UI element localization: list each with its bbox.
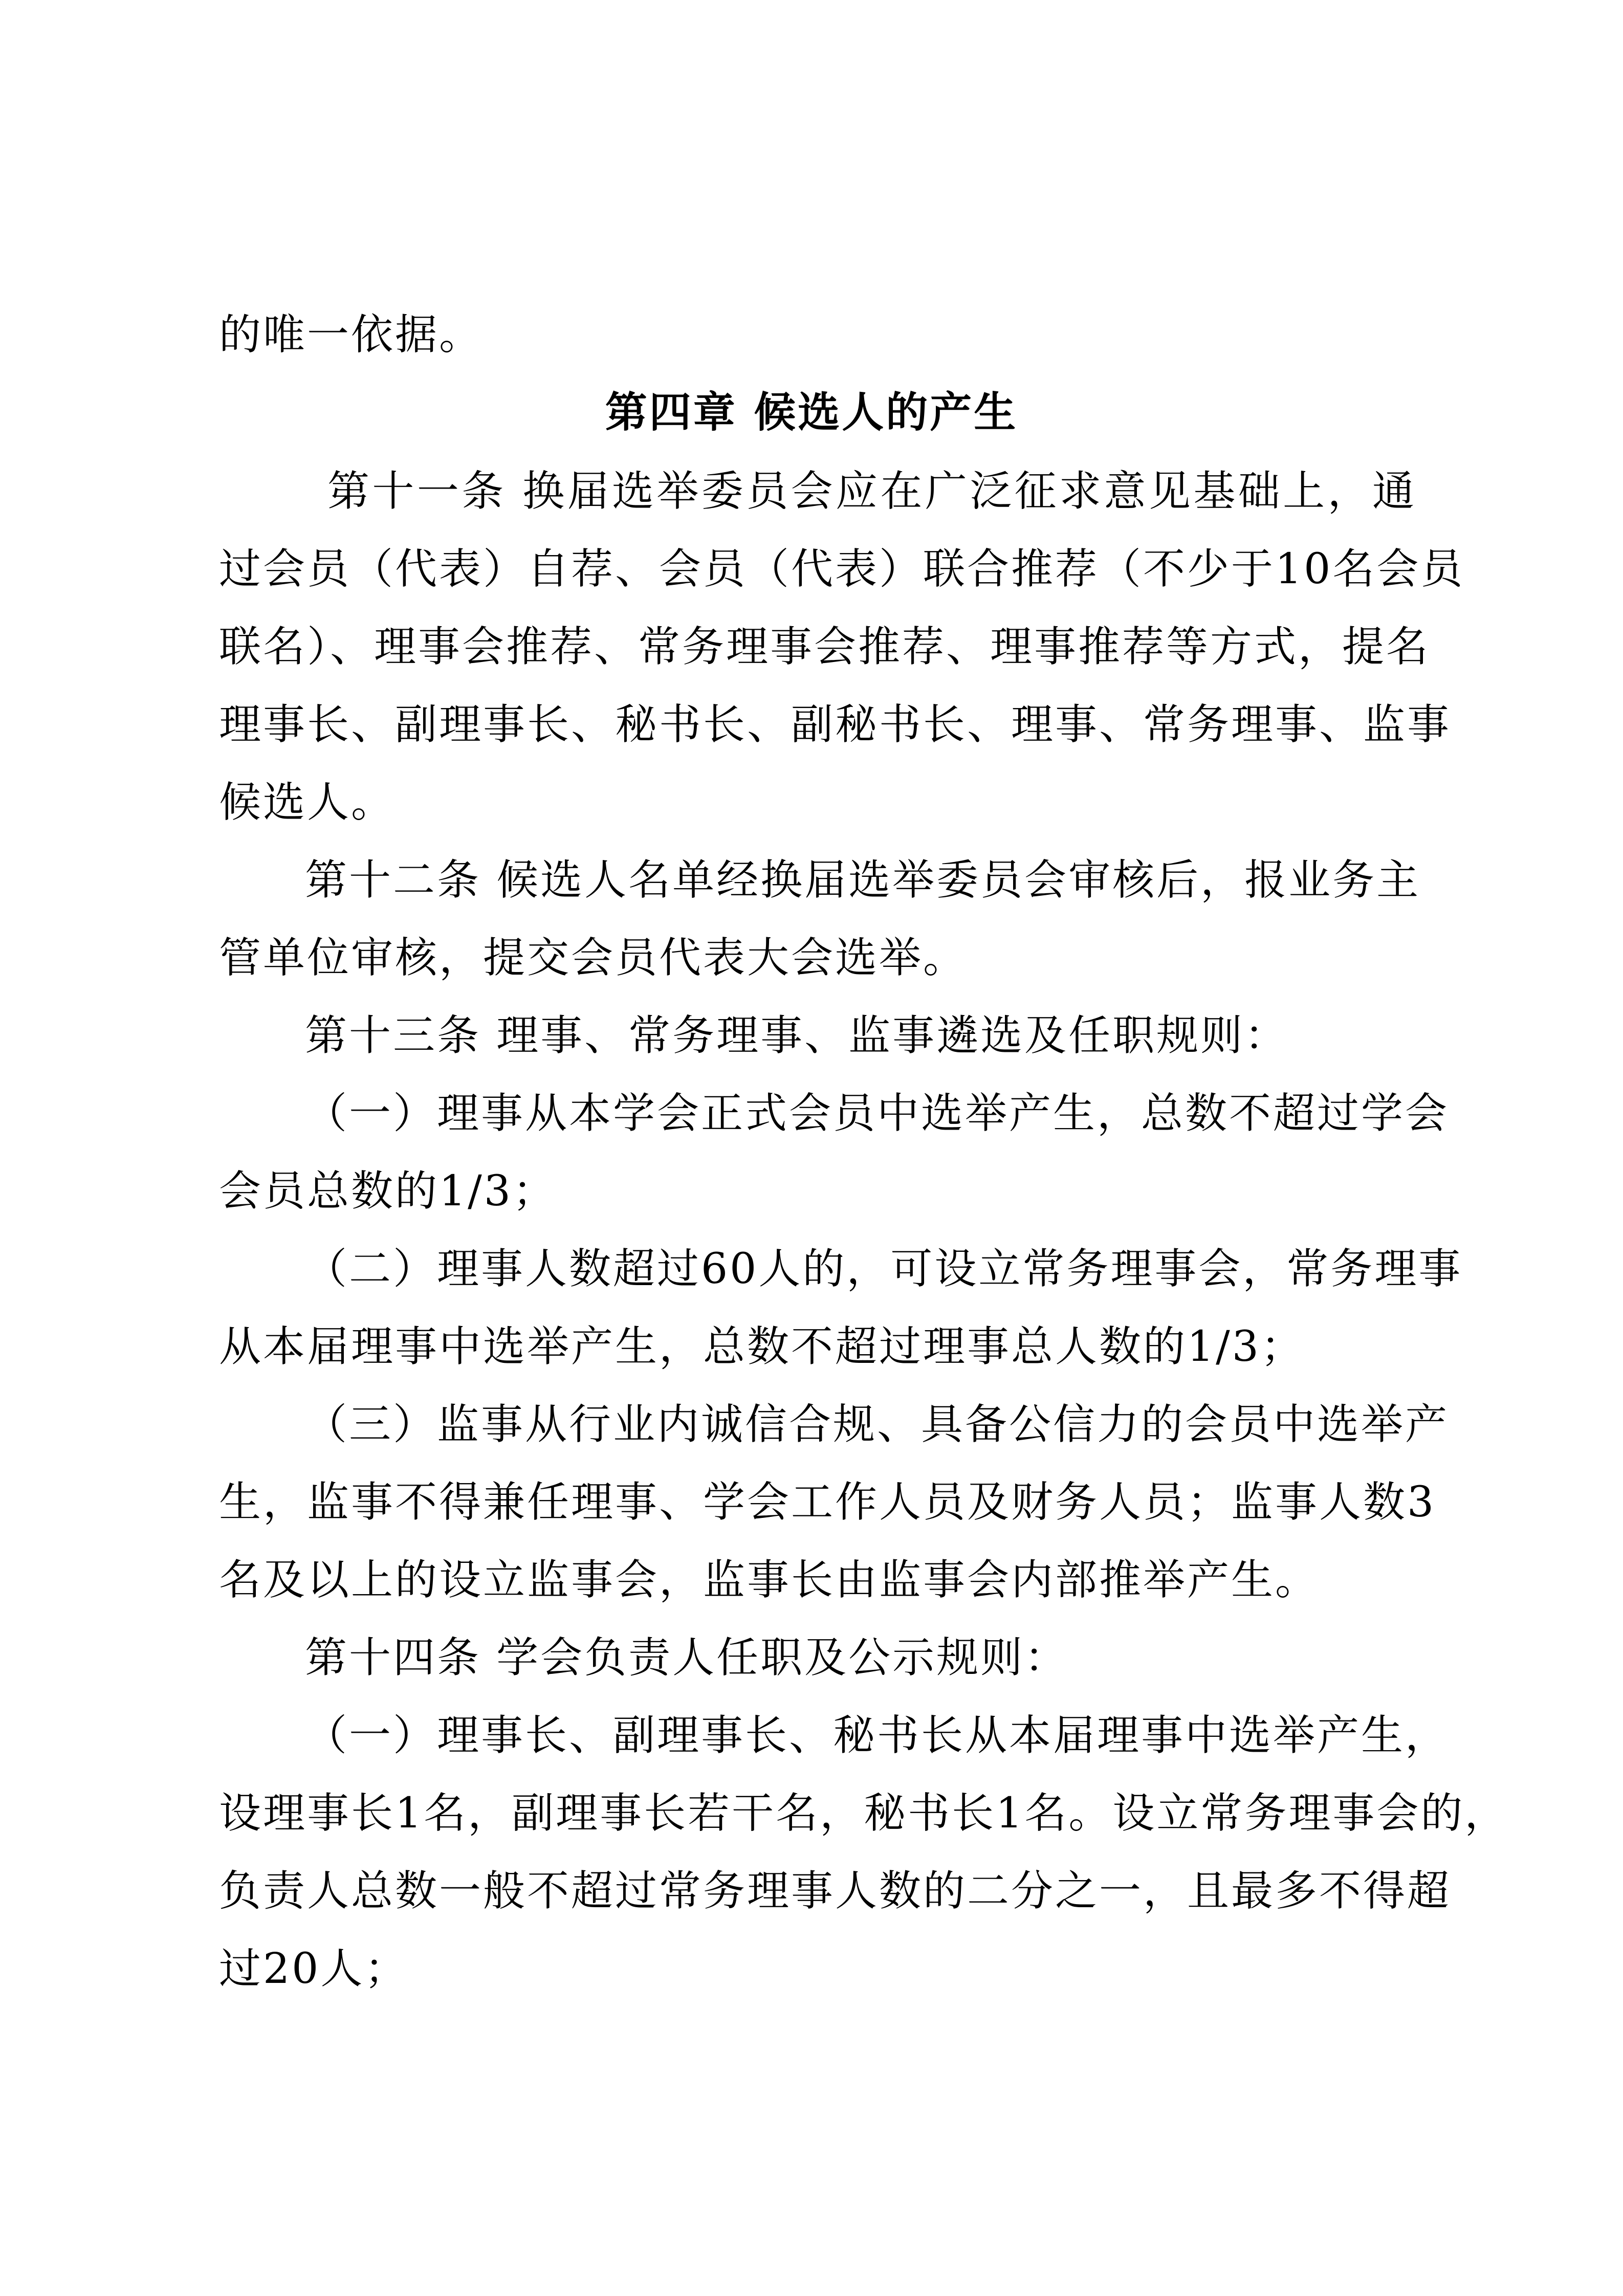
article-11-line-3: 联名）、理事会推荐、常务理事会推荐、理事推荐等方式，提名 [219, 623, 1431, 671]
text-line-continuation: 的唯一依据。 [219, 311, 484, 359]
article-12-line-2: 管单位审核，提交会员代表大会选举。 [219, 934, 968, 982]
article-14-item-1-line-3: 负责人总数一般不超过常务理事人数的二分之一，且最多不得超 [219, 1867, 1452, 1915]
article-12-line-1: 第十二条 候选人名单经换届选举委员会审核后，报业务主 [305, 856, 1421, 904]
article-11-line-1: 第十一条 换届选举委员会应在广泛征求意见基础上，通 [327, 467, 1416, 516]
article-13-item-3-line-3: 名及以上的设立监事会，监事长由监事会内部推举产生。 [219, 1556, 1320, 1604]
article-13-item-3-line-1: （三）监事从行业内诚信合规、具备公信力的会员中选举产 [305, 1400, 1450, 1449]
article-13-item-2-line-1: （二）理事人数超过60人的，可设立常务理事会，常务理事 [305, 1245, 1463, 1293]
article-14-item-1-line-4: 过20人； [219, 1945, 409, 1993]
article-13-item-2-line-2: 从本届理事中选举产生，总数不超过理事总人数的1/3； [219, 1322, 1305, 1371]
article-14-item-1-line-2: 设理事长1名，副理事长若干名，秘书长1名。设立常务理事会的， [219, 1789, 1509, 1838]
article-13-line-1: 第十三条 理事、常务理事、监事遴选及任职规则： [305, 1011, 1289, 1060]
article-14-item-1-line-1: （一）理事长、副理事长、秘书长从本届理事中选举产生， [305, 1711, 1450, 1760]
chapter-heading: 第四章 候选人的产生 [605, 388, 1018, 437]
article-13-item-1-line-2: 会员总数的1/3； [219, 1167, 557, 1216]
article-13-item-1-line-1: （一）理事从本学会正式会员中选举产生，总数不超过学会 [305, 1089, 1450, 1138]
article-11-line-2: 过会员（代表）自荐、会员（代表）联合推荐（不少于10名会员 [219, 545, 1465, 593]
article-13-item-3-line-2: 生，监事不得兼任理事、学会工作人员及财务人员；监事人数3 [219, 1478, 1436, 1527]
article-14-line-1: 第十四条 学会负责人任职及公示规则： [305, 1633, 1069, 1682]
article-11-line-5: 候选人。 [219, 778, 396, 827]
article-11-line-4: 理事长、副理事长、秘书长、副秘书长、理事、常务理事、监事 [219, 700, 1452, 749]
